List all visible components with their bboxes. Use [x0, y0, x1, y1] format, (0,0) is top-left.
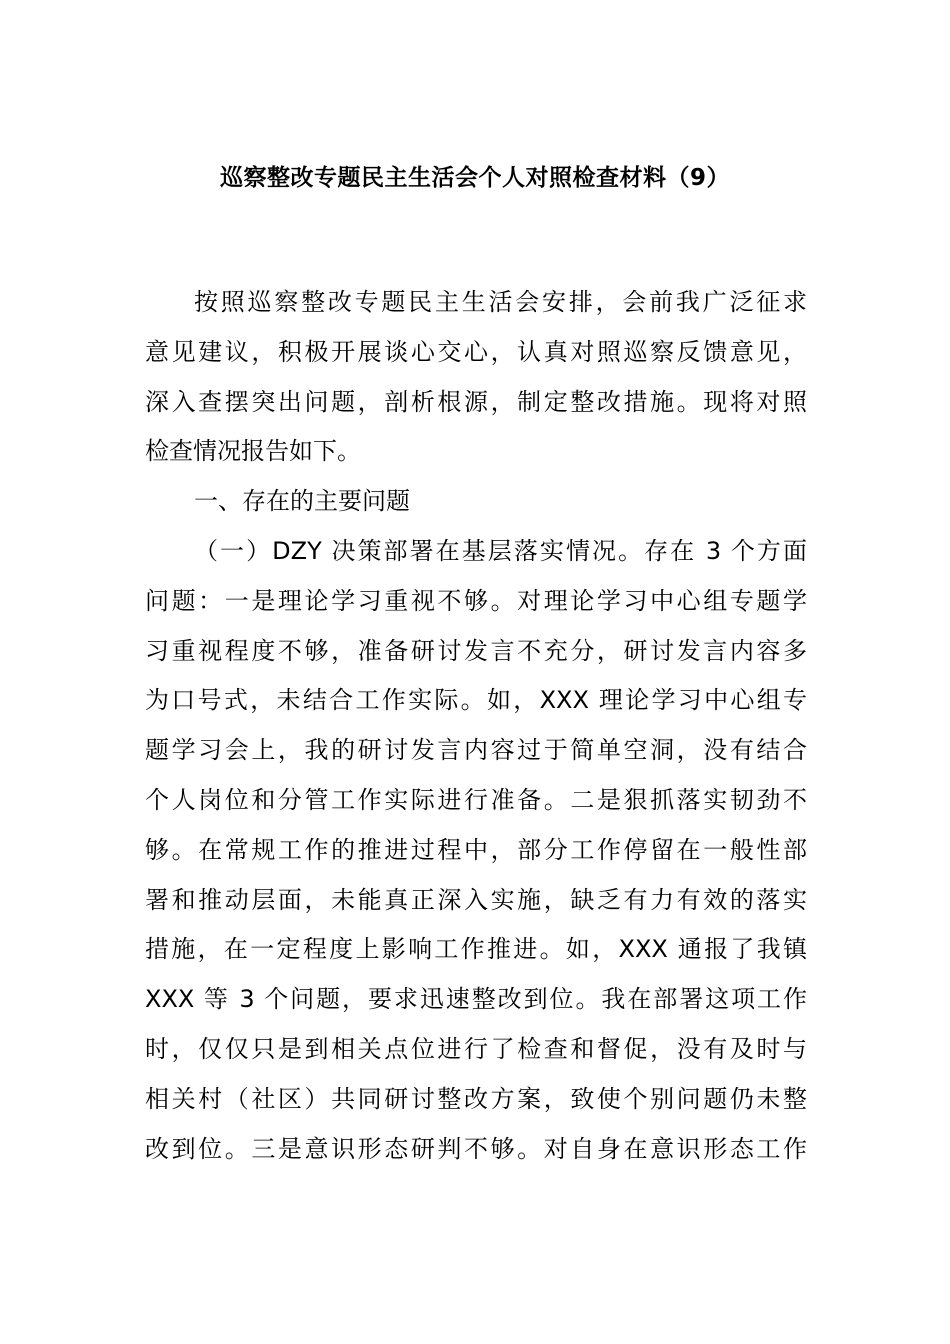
text-line: 问题：一是理论学习重视不够。对理论学习中心组专题学 [145, 586, 807, 615]
text-line: 改到位。三是意识形态研判不够。对自身在意识形态工作 [145, 1134, 807, 1163]
text-line: 题学习会上，我的研讨发言内容过于简单空洞，没有结合 [145, 736, 807, 765]
text-line: XXX 等 3 个问题，要求迅速整改到位。我在部署这项工作 [145, 985, 807, 1014]
text-line: 按照巡察整改专题民主生活会安排，会前我广泛征求 [194, 288, 807, 316]
text-line: （一）DZY 决策部署在基层落实情况。存在 3 个方面 [194, 536, 807, 565]
text-line: 够。在常规工作的推进过程中，部分工作停留在一般性部 [145, 835, 807, 864]
text-line: 措施，在一定程度上影响工作推进。如，XXX 通报了我镇 [145, 935, 807, 964]
text-line: 时，仅仅只是到相关点位进行了检查和督促，没有及时与 [145, 1034, 807, 1063]
text-line: 意见建议，积极开展谈心交心，认真对照巡察反馈意见， [145, 337, 807, 366]
document-body [145, 278, 807, 1174]
text-line: 为口号式，未结合工作实际。如，XXX 理论学习中心组专 [145, 686, 807, 715]
text-line: 深入查摆突出问题，剖析根源，制定整改措施。现将对照 [145, 387, 807, 416]
text-line: 习重视程度不够，准备研讨发言不充分，研讨发言内容多 [145, 636, 807, 665]
text-line: 检查情况报告如下。 [145, 437, 361, 466]
text-line: 个人岗位和分管工作实际进行准备。二是狠抓落实韧劲不 [145, 785, 807, 814]
text-line: 相关村（社区）共同研讨整改方案，致使个别问题仍未整 [145, 1084, 807, 1113]
document-title: 巡察整改专题民主生活会个人对照检查材料（9） [219, 165, 730, 191]
section-heading: 一、存在的主要问题 [194, 487, 410, 516]
text-line: 署和推动层面，未能真正深入实施，缺乏有力有效的落实 [145, 885, 807, 914]
